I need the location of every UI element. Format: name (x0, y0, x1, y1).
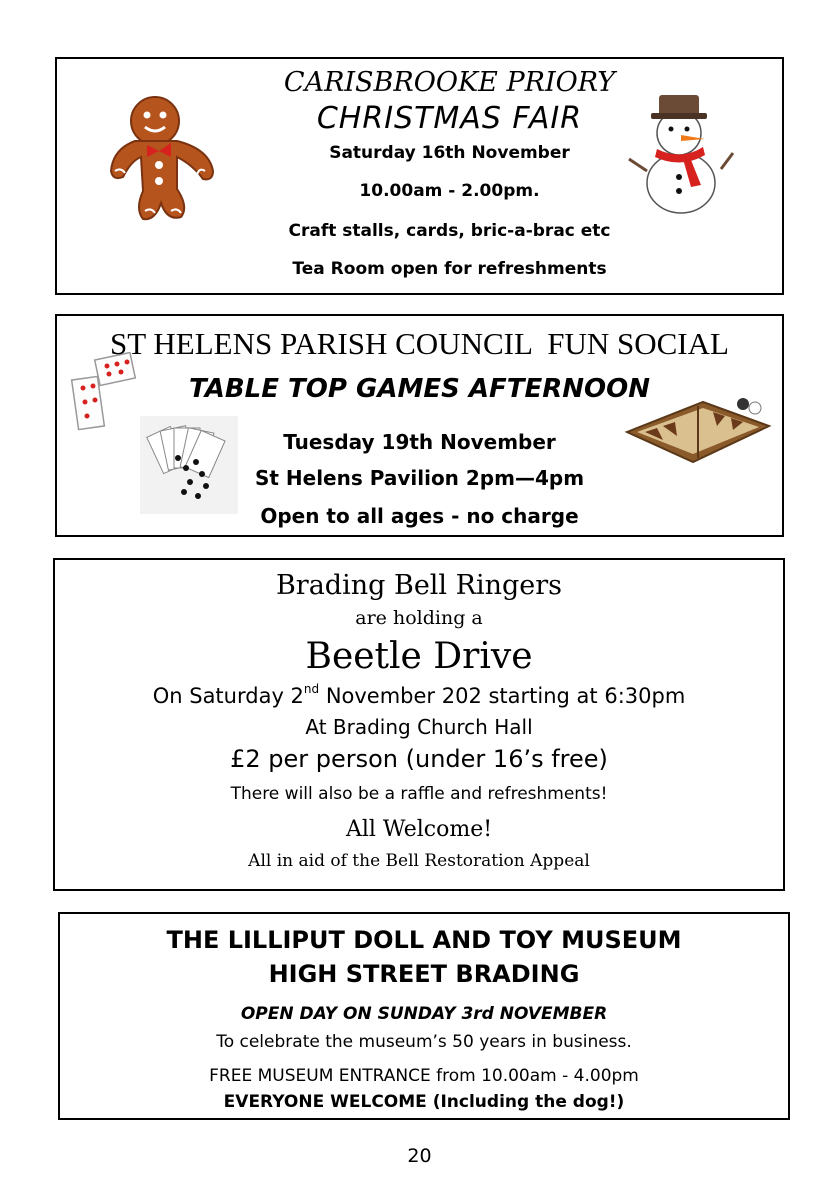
fair-tea-room: Tea Room open for refreshments (292, 259, 607, 279)
beetle-drive-notice (53, 558, 785, 891)
social-venue: St Helens Pavilion 2pm—4pm (254, 466, 585, 490)
museum-notice (58, 912, 790, 1120)
social-date: Tuesday 19th November (283, 430, 556, 454)
beetle-when-prefix: On Saturday 2 (152, 684, 304, 708)
museum-name-line1: THE LILLIPUT DOLL AND TOY MUSEUM (166, 926, 682, 954)
fair-title-line2: CHRISTMAS FAIR (316, 101, 583, 136)
fair-date: Saturday 16th November (329, 143, 570, 163)
christmas-fair-notice (55, 57, 784, 295)
page-number: 20 (407, 1145, 432, 1167)
beetle-venue: At Brading Church Hall (305, 715, 533, 739)
social-subtitle: TABLE TOP GAMES AFTERNOON (189, 374, 650, 404)
fun-social-notice (55, 314, 784, 537)
beetle-when (55, 684, 783, 708)
beetle-event-title: Beetle Drive (305, 636, 533, 677)
beetle-raffle: There will also be a raffle and refreshments! (230, 784, 608, 804)
beetle-holding: are holding a (355, 607, 483, 629)
fair-items: Craft stalls, cards, bric-a-brac etc (288, 221, 611, 241)
museum-entrance: FREE MUSEUM ENTRANCE from 10.00am - 4.00pm (209, 1066, 639, 1086)
beetle-when-sup: nd (303, 682, 320, 696)
fair-time: 10.00am - 2.00pm. (359, 181, 540, 201)
beetle-organiser: Brading Bell Ringers (275, 570, 563, 601)
museum-welcome: EVERYONE WELCOME (Including the dog!) (223, 1092, 625, 1112)
beetle-when-suffix: November 202 starting at 6:30pm (319, 684, 686, 708)
social-access: Open to all ages - no charge (260, 504, 579, 528)
beetle-price: £2 per person (under 16’s free) (230, 745, 608, 773)
museum-name-line2: HIGH STREET BRADING (268, 960, 580, 988)
fair-title-line1: CARISBROOKE PRIORY (283, 67, 616, 98)
beetle-appeal: All in aid of the Bell Restoration Appeal (248, 851, 590, 871)
museum-celebrate: To celebrate the museum’s 50 years in business. (216, 1032, 632, 1052)
beetle-welcome: All Welcome! (345, 817, 493, 842)
museum-open-day: OPEN DAY ON SUNDAY 3rd NOVEMBER (240, 1004, 608, 1024)
social-title: ST HELENS PARISH COUNCIL FUN SOCIAL (110, 326, 729, 361)
